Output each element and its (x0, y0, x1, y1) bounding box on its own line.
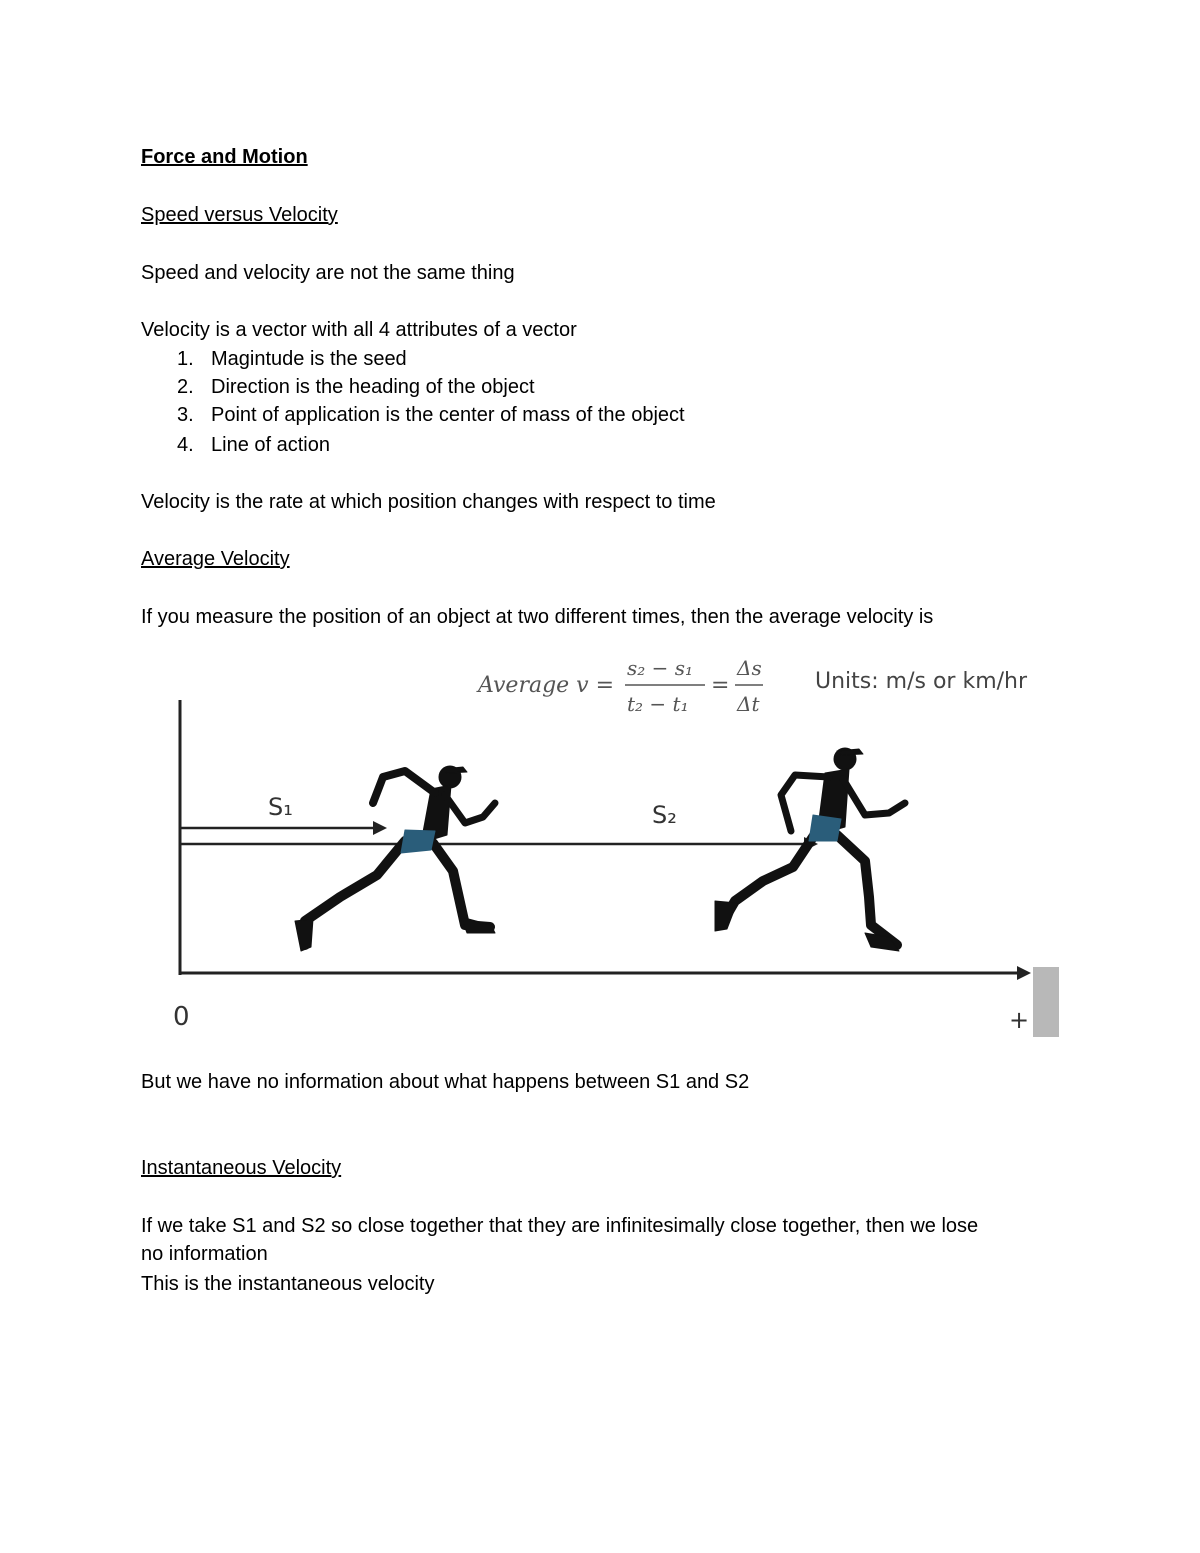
formula-denominator-delta: Δt (737, 692, 760, 716)
axis-arrowhead (1017, 966, 1031, 980)
paragraph: But we have no information about what happens between S1 and S2 (141, 1071, 750, 1093)
list-text: Direction is the heading of the object (211, 376, 535, 398)
units-label: Units: m/s or km/hr (815, 669, 1028, 694)
paragraph: If we take S1 and S2 so close together that they are infinitesimally close together, then we lose (141, 1215, 979, 1237)
paragraph: If you measure the position of an object at two different times, then the average velocity is (141, 606, 934, 628)
list-number: 4. (177, 434, 194, 456)
list-text: Point of application is the center of mass of the object (211, 404, 685, 426)
list-number: 1. (177, 348, 194, 370)
runner-2-silhouette (715, 748, 905, 951)
gray-bar (1033, 967, 1059, 1037)
formula-equals: = (711, 673, 730, 698)
formula-numerator-delta: Δs (737, 656, 762, 680)
section-heading-instantaneous-velocity: Instantaneous Velocity (141, 1157, 342, 1179)
page-title: Force and Motion (141, 146, 308, 168)
list-item (177, 375, 535, 399)
list-item (177, 433, 330, 457)
list-number: 2. (177, 376, 194, 398)
list-number: 3. (177, 404, 194, 426)
list-text: Line of action (211, 434, 330, 456)
formula-denominator: t₂ − t₁ (627, 692, 689, 716)
runner-1-silhouette (295, 766, 495, 951)
paragraph-continued: no information (141, 1243, 268, 1265)
section-heading-speed-velocity: Speed versus Velocity (141, 204, 338, 226)
average-velocity-figure (165, 645, 1060, 1040)
paragraph: Speed and velocity are not the same thing (141, 262, 515, 284)
formula-lhs: Average v = (478, 673, 615, 698)
s2-label: S₂ (652, 801, 677, 829)
paragraph: This is the instantaneous velocity (141, 1273, 435, 1295)
origin-label: 0 (173, 1002, 190, 1032)
list-item (177, 347, 407, 371)
s1-arrowhead (373, 821, 387, 835)
list-item (177, 403, 685, 427)
list-text: Magintude is the seed (211, 348, 407, 370)
section-heading-average-velocity: Average Velocity (141, 548, 290, 570)
paragraph: Velocity is a vector with all 4 attributes of a vector (141, 319, 577, 341)
plus-label: + (1009, 1006, 1030, 1034)
formula-numerator: s₂ − s₁ (627, 656, 694, 680)
s1-label: S₁ (268, 793, 293, 821)
paragraph: Velocity is the rate at which position changes with respect to time (141, 491, 716, 513)
